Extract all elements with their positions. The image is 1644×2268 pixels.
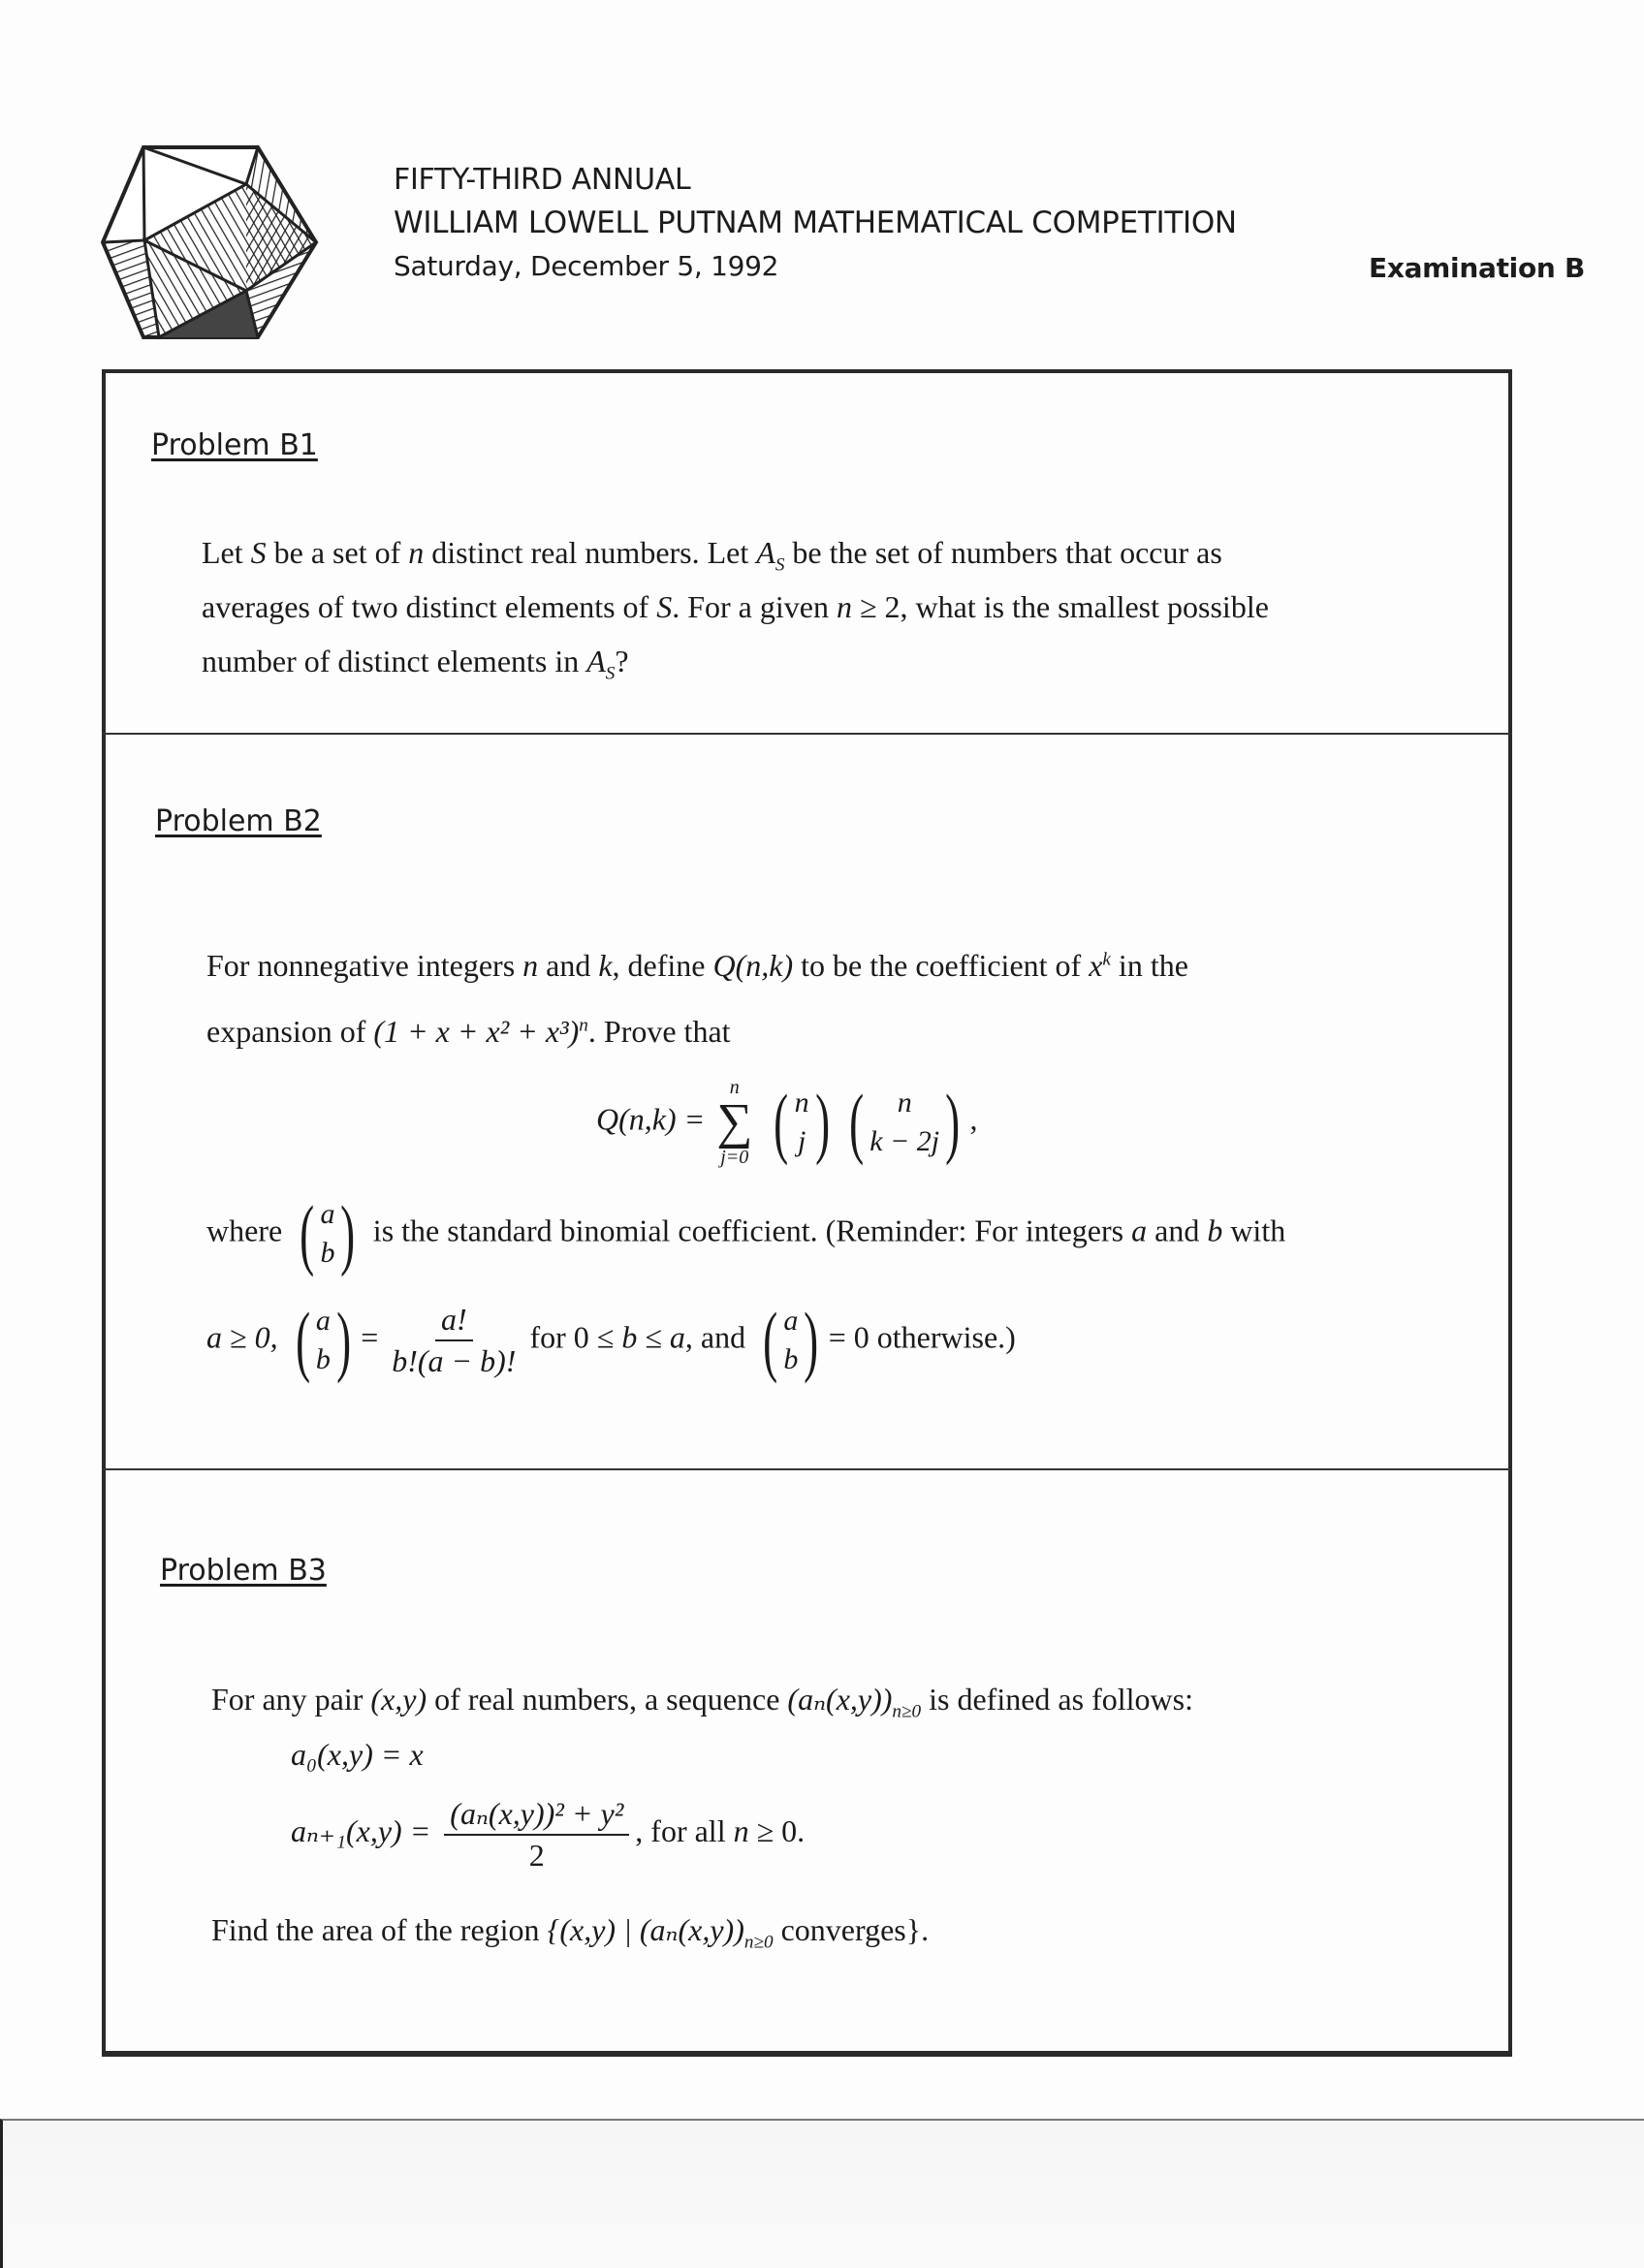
problem-b1-line-3: number of distinct elements in $A_S$? [202,644,629,684]
binomial-a-b: ( a b ) [763,1296,819,1384]
problem-b2-identity: Q(n,k) = n ∑ j=0 ( n j ) ( n k − 2j ) , [596,1077,978,1168]
problem-b1-title: Problem B1 [151,428,318,462]
section-divider [102,1468,1512,1470]
problem-b1-line-2: averages of two distinct elements of S. For a given n ≥ 2, what is the smallest possible [202,589,1269,624]
binomial-a-b: ( a b ) [300,1189,356,1277]
problem-b3-line-1: For any pair (x,y) of real numbers, a sequence $(a_n(x,y))_{n\ge 0}$ is defined as follows: [211,1682,1193,1722]
summation-sign: n ∑ j=0 [716,1077,753,1168]
scan-page-edge [0,2119,1644,2268]
recurrence-fraction: $\frac{\text{(aₙ(x,y))² + y²}}{2}$ [444,1795,629,1874]
problem-b2-title: Problem B2 [155,804,322,838]
exam-date: Saturday, December 5, 1992 [394,250,779,282]
problem-b2-line-3: where ( a b ) is the standard binomial coefficient. (Reminder: For integers a and b with [206,1189,1286,1277]
problem-b3-recurrence: aₙ₊₁(x,y) = $\frac{\text{(aₙ(x,y))² + y²}}{2}$ , for all n ≥ 0. [291,1796,806,1873]
problem-b1-line-1: Let S be a set of n distinct real numbers. Let $A_S$ be the set of numbers that occur as [202,535,1222,576]
problem-b2-line-2: expansion of $(1 + x + x^2 + x^3)^n$. Prove that [206,1014,731,1049]
binomial-n-k-2j: ( n k − 2j ) [849,1078,961,1166]
problem-b3-title: Problem B3 [160,1554,327,1588]
exam-label: Examination B [1369,252,1586,284]
problem-b2-line-4: a ≥ 0, ( a b ) = $\frac{a!}{b!(a - b)!}$ for 0 ≤ b ≤ a, and ( a b ) = 0 otherwise.) [206,1296,1016,1384]
section-divider [102,733,1512,735]
factorial-fraction: $\frac{a!}{b!(a - b)!}$ [392,1302,517,1378]
problem-b3-initial-term: a₀(x,y) = x [291,1737,424,1772]
icosahedron-logo-icon [101,145,324,349]
competition-name: WILLIAM LOWELL PUTNAM MATHEMATICAL COMPETITION [394,205,1237,240]
problem-b2-line-1: For nonnegative integers n and k, define Q(n,k) to be the coefficient of $x^k$ in the [206,948,1188,983]
binomial-a-b: ( a b ) [295,1296,352,1384]
competition-edition: FIFTY-THIRD ANNUAL [394,163,691,197]
binomial-n-j: ( n j ) [774,1078,830,1166]
problem-b3-question: Find the area of the region {(x,y) | $(a_n(x,y))_{n\ge 0}$ converges}. [211,1912,930,1953]
